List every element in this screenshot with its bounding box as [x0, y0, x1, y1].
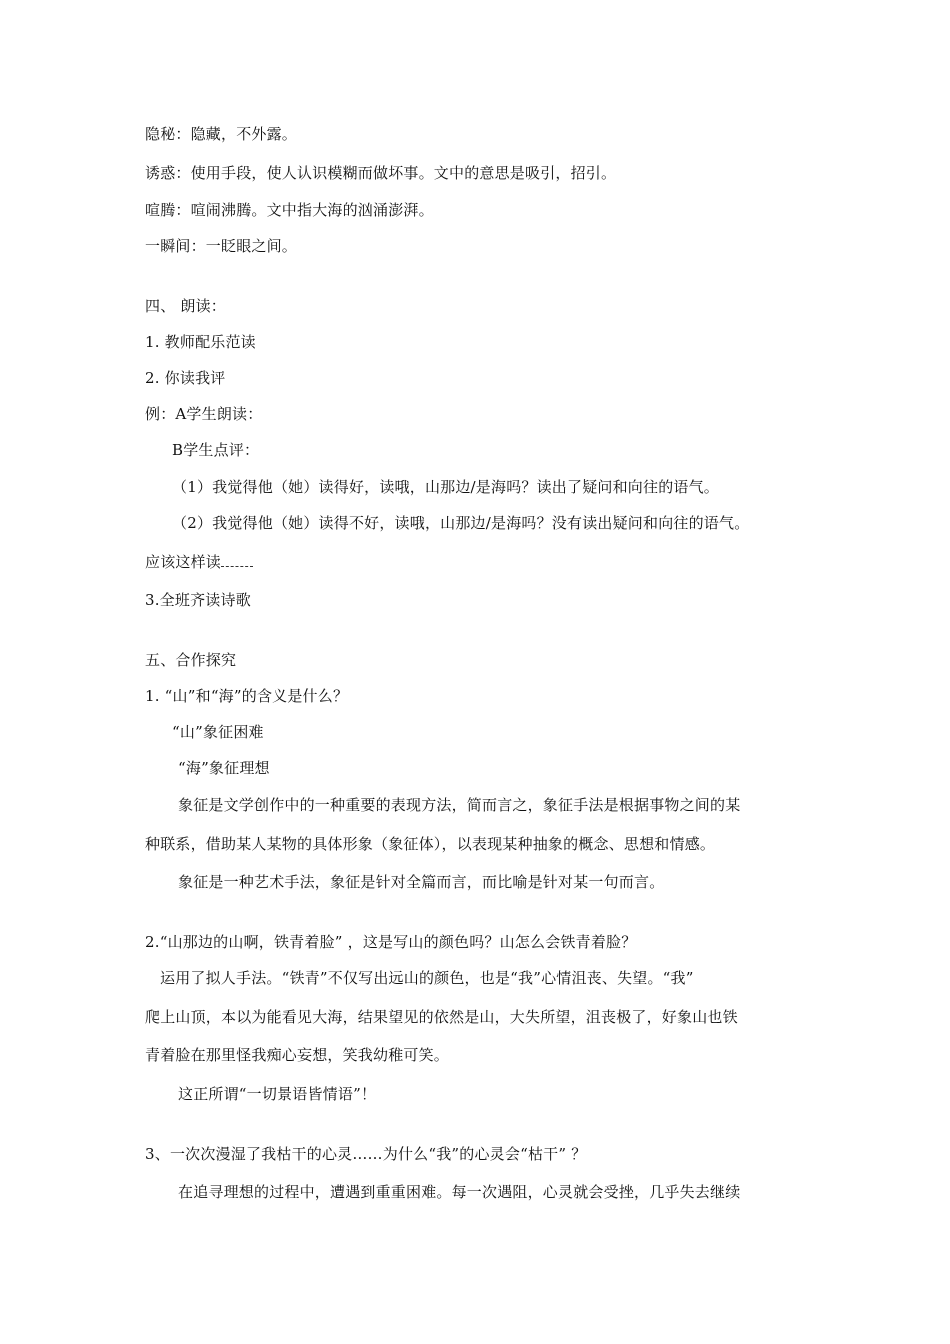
question-3-answer-line-1: 在追寻理想的过程中，遭遇到重重困难。每一次遇阻，心灵就会受挫，几乎失去继续: [178, 1183, 741, 1201]
question-1-answer-mountain: “山”象征困难: [172, 723, 264, 741]
symbolism-paragraph-line-2: 种联系，借助某人某物的具体形象（象征体），以表现某种抽象的概念、思想和情感。: [145, 835, 716, 853]
question-2: 2.“山那边的山啊，铁青着脸” ，这是写山的颜色吗？山怎么会铁青着脸？: [145, 933, 637, 951]
symbolism-paragraph-line-1: 象征是文学创作中的一种重要的表现方法，简而言之，象征手法是根据事物之间的某: [178, 796, 741, 814]
section-4-heading: 四、 朗读：: [145, 297, 226, 315]
question-2-answer-line-1: 运用了拟人手法。“铁青”不仅写出远山的颜色，也是“我”心情沮丧、失望。“我”: [160, 969, 694, 987]
vocab-item-xuanteng: 喧腾：喧闹沸腾。文中指大海的汹涌澎湃。: [145, 201, 434, 219]
vocab-item-yinmi: 隐秘：隐藏，不外露。: [145, 125, 298, 143]
reading-comment-2: （2）我觉得他（她）读得不好，读哦，山那边/是海吗？没有读出疑问和向往的语气。: [172, 514, 750, 532]
reading-item-3: 3.全班齐读诗歌: [145, 591, 251, 609]
reading-should-read: [145, 552, 253, 572]
question-2-answer-line-3: 青着脸在那里怪我痴心妄想，笑我幼稚可笑。: [145, 1046, 450, 1064]
reading-example-a: 例：A学生朗读：: [145, 405, 263, 423]
question-3: 3、一次次漫湿了我枯干的心灵……为什么“我”的心灵会“枯干” ？: [145, 1145, 587, 1163]
question-2-quote: 这正所谓“一切景语皆情语”！: [178, 1085, 377, 1103]
vocab-item-youhuo: 诱惑：使用手段，使人认识模糊而做坏事。文中的意思是吸引，招引。: [145, 164, 617, 182]
symbolism-vs-metaphor: 象征是一种艺术手法，象征是针对全篇而言，而比喻是针对某一句而言。: [178, 873, 665, 891]
question-1-answer-sea: “海”象征理想: [178, 759, 270, 777]
blank-underline: [221, 554, 253, 567]
reading-example-b: B学生点评：: [172, 441, 260, 459]
reading-item-1: 1. 教师配乐范读: [145, 333, 256, 351]
should-read-text: 应该这样读: [145, 553, 222, 571]
question-2-answer-line-2: 爬上山顶，本以为能看见大海，结果望见的依然是山，大失所望，沮丧极了，好象山也铁: [145, 1008, 738, 1026]
reading-comment-1: （1）我觉得他（她）读得好，读哦，山那边/是海吗？读出了疑问和向往的语气。: [172, 478, 720, 496]
question-1: 1. “山”和“海”的含义是什么？: [145, 687, 349, 705]
reading-item-2: 2. 你读我评: [145, 369, 226, 387]
section-5-heading: 五、合作探究: [145, 651, 237, 669]
vocab-item-yishunjian: 一瞬间：一眨眼之间。: [145, 237, 298, 255]
